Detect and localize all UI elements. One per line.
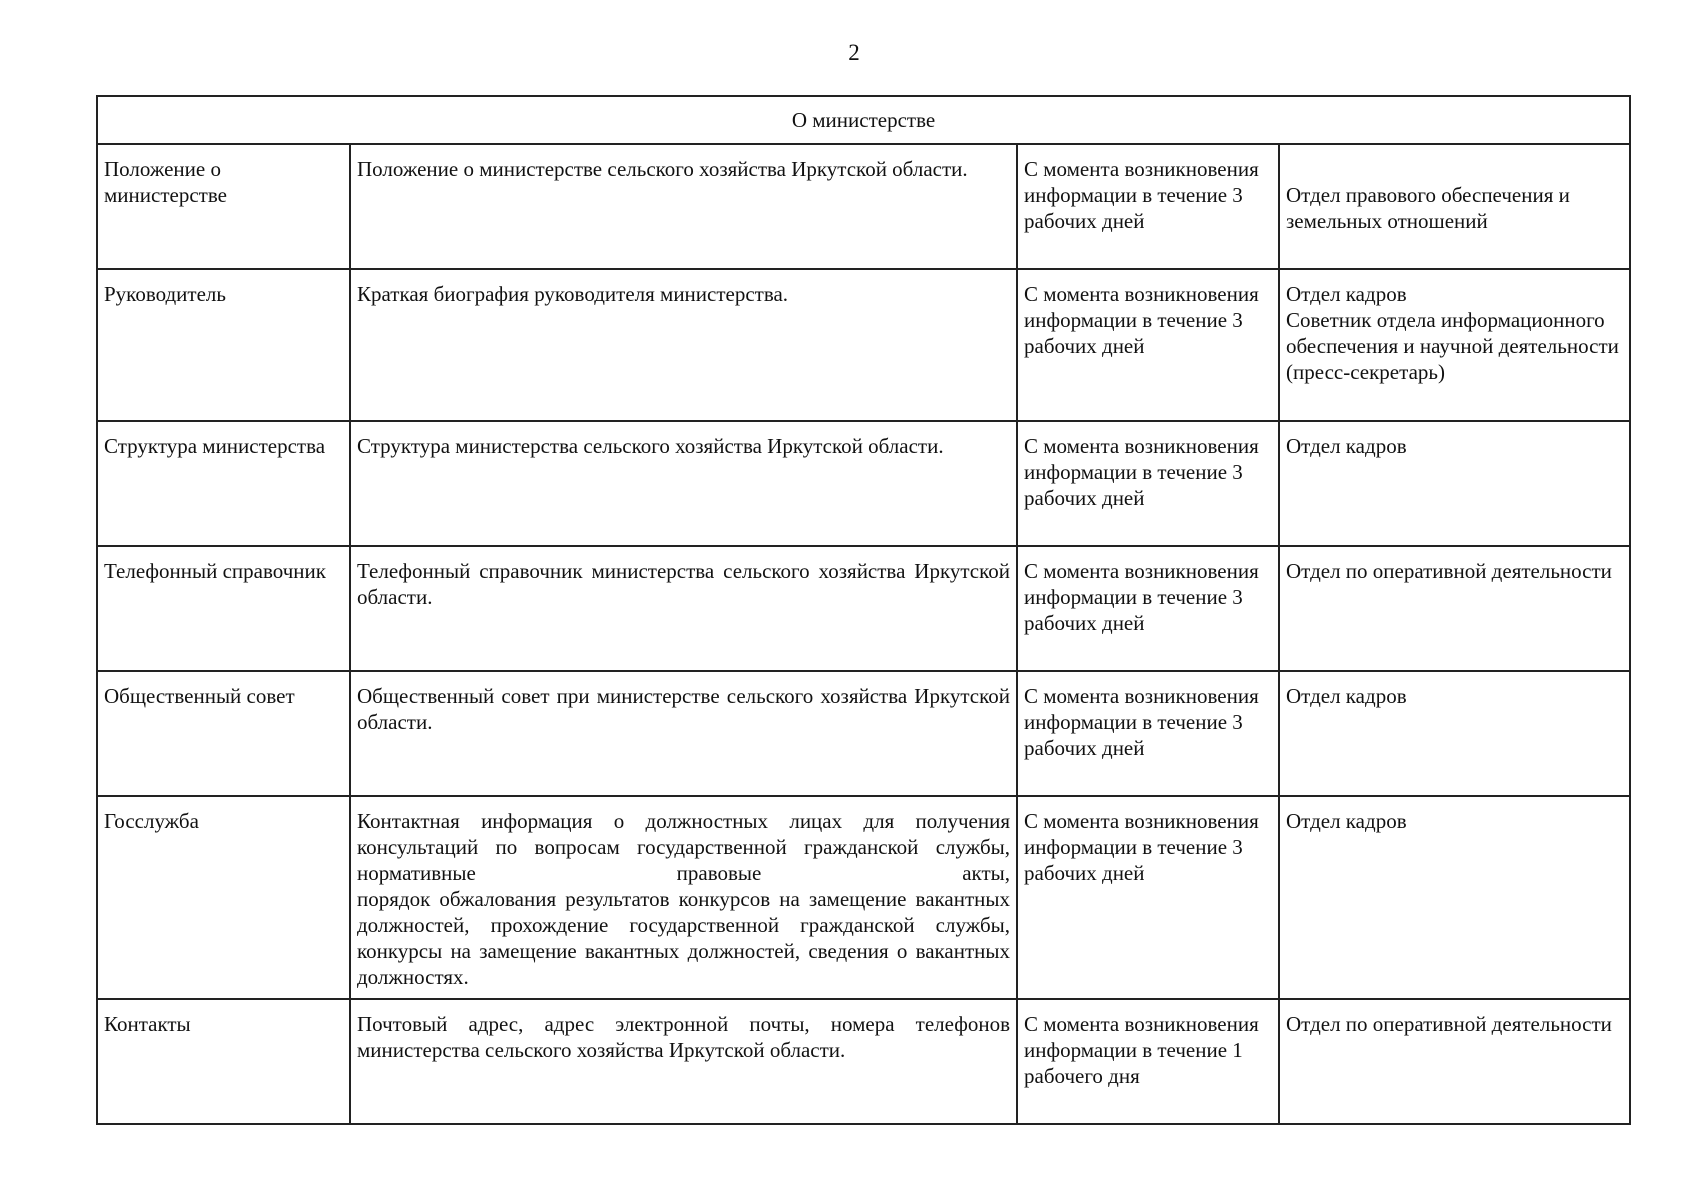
- table-row: [97, 796, 1630, 999]
- row-timing: С момента возникновения информации в течение 3 рабочих дней: [1017, 796, 1279, 999]
- row-responsible-line: Советник отдела информационного обеспечения и научной деятельности (пресс-секретарь): [1286, 308, 1619, 384]
- table-row: [97, 421, 1630, 546]
- row-description: [350, 796, 1017, 999]
- row-responsible: [1279, 144, 1630, 269]
- row-responsible: Отдел кадров: [1279, 421, 1630, 546]
- row-section-name: Телефонный справочник: [97, 546, 350, 671]
- row-responsible: [1279, 269, 1630, 421]
- table-row: [97, 144, 1630, 269]
- row-description: Краткая биография руководителя министерства.: [350, 269, 1017, 421]
- row-description: Положение о министерстве сельского хозяйства Иркутской области.: [350, 144, 1017, 269]
- row-description-line: Контактная информация о должностных лицах для получения консультаций по вопросам государственной гражданской службы, нормативные правовые акты,: [357, 809, 1010, 885]
- row-description: Почтовый адрес, адрес электронной почты, номера телефонов министерства сельского хозяйства Иркутской области.: [350, 999, 1017, 1124]
- row-responsible-line: Отдел кадров: [1286, 282, 1407, 306]
- row-section-name: Положение о министерстве: [97, 144, 350, 269]
- row-description-line: порядок обжалования результатов конкурсов на замещение вакантных должностей, прохождение государственной гражданской службы, конкурсы на замещение вакантных должностей, сведения о вакантных должностях.: [357, 887, 1010, 989]
- table-row: [97, 671, 1630, 796]
- row-responsible: Отдел по оперативной деятельности: [1279, 999, 1630, 1124]
- table-row: [97, 269, 1630, 421]
- information-table: [96, 95, 1631, 1125]
- row-timing: С момента возникновения информации в течение 3 рабочих дней: [1017, 144, 1279, 269]
- row-section-name: Контакты: [97, 999, 350, 1124]
- row-responsible: Отдел по оперативной деятельности: [1279, 546, 1630, 671]
- row-responsible: Отдел кадров: [1279, 796, 1630, 999]
- row-section-name: Руководитель: [97, 269, 350, 421]
- row-responsible: Отдел кадров: [1279, 671, 1630, 796]
- row-description: Общественный совет при министерстве сельского хозяйства Иркутской области.: [350, 671, 1017, 796]
- row-description: Структура министерства сельского хозяйства Иркутской области.: [350, 421, 1017, 546]
- row-description: Телефонный справочник министерства сельского хозяйства Иркутской области.: [350, 546, 1017, 671]
- table-row: [97, 546, 1630, 671]
- table-row: [97, 999, 1630, 1124]
- section-header-row: [97, 96, 1630, 144]
- row-timing: С момента возникновения информации в течение 3 рабочих дней: [1017, 671, 1279, 796]
- row-responsible-text: Отдел правового обеспечения и земельных отношений: [1286, 183, 1570, 233]
- row-section-name: Госслужба: [97, 796, 350, 999]
- row-timing: С момента возникновения информации в течение 3 рабочих дней: [1017, 421, 1279, 546]
- row-timing: С момента возникновения информации в течение 3 рабочих дней: [1017, 269, 1279, 421]
- page-number: 2: [848, 40, 860, 65]
- row-section-name: Общественный совет: [97, 671, 350, 796]
- row-timing: С момента возникновения информации в течение 1 рабочего дня: [1017, 999, 1279, 1124]
- row-timing: С момента возникновения информации в течение 3 рабочих дней: [1017, 546, 1279, 671]
- section-title: О министерстве: [97, 96, 1630, 144]
- row-section-name: Структура министерства: [97, 421, 350, 546]
